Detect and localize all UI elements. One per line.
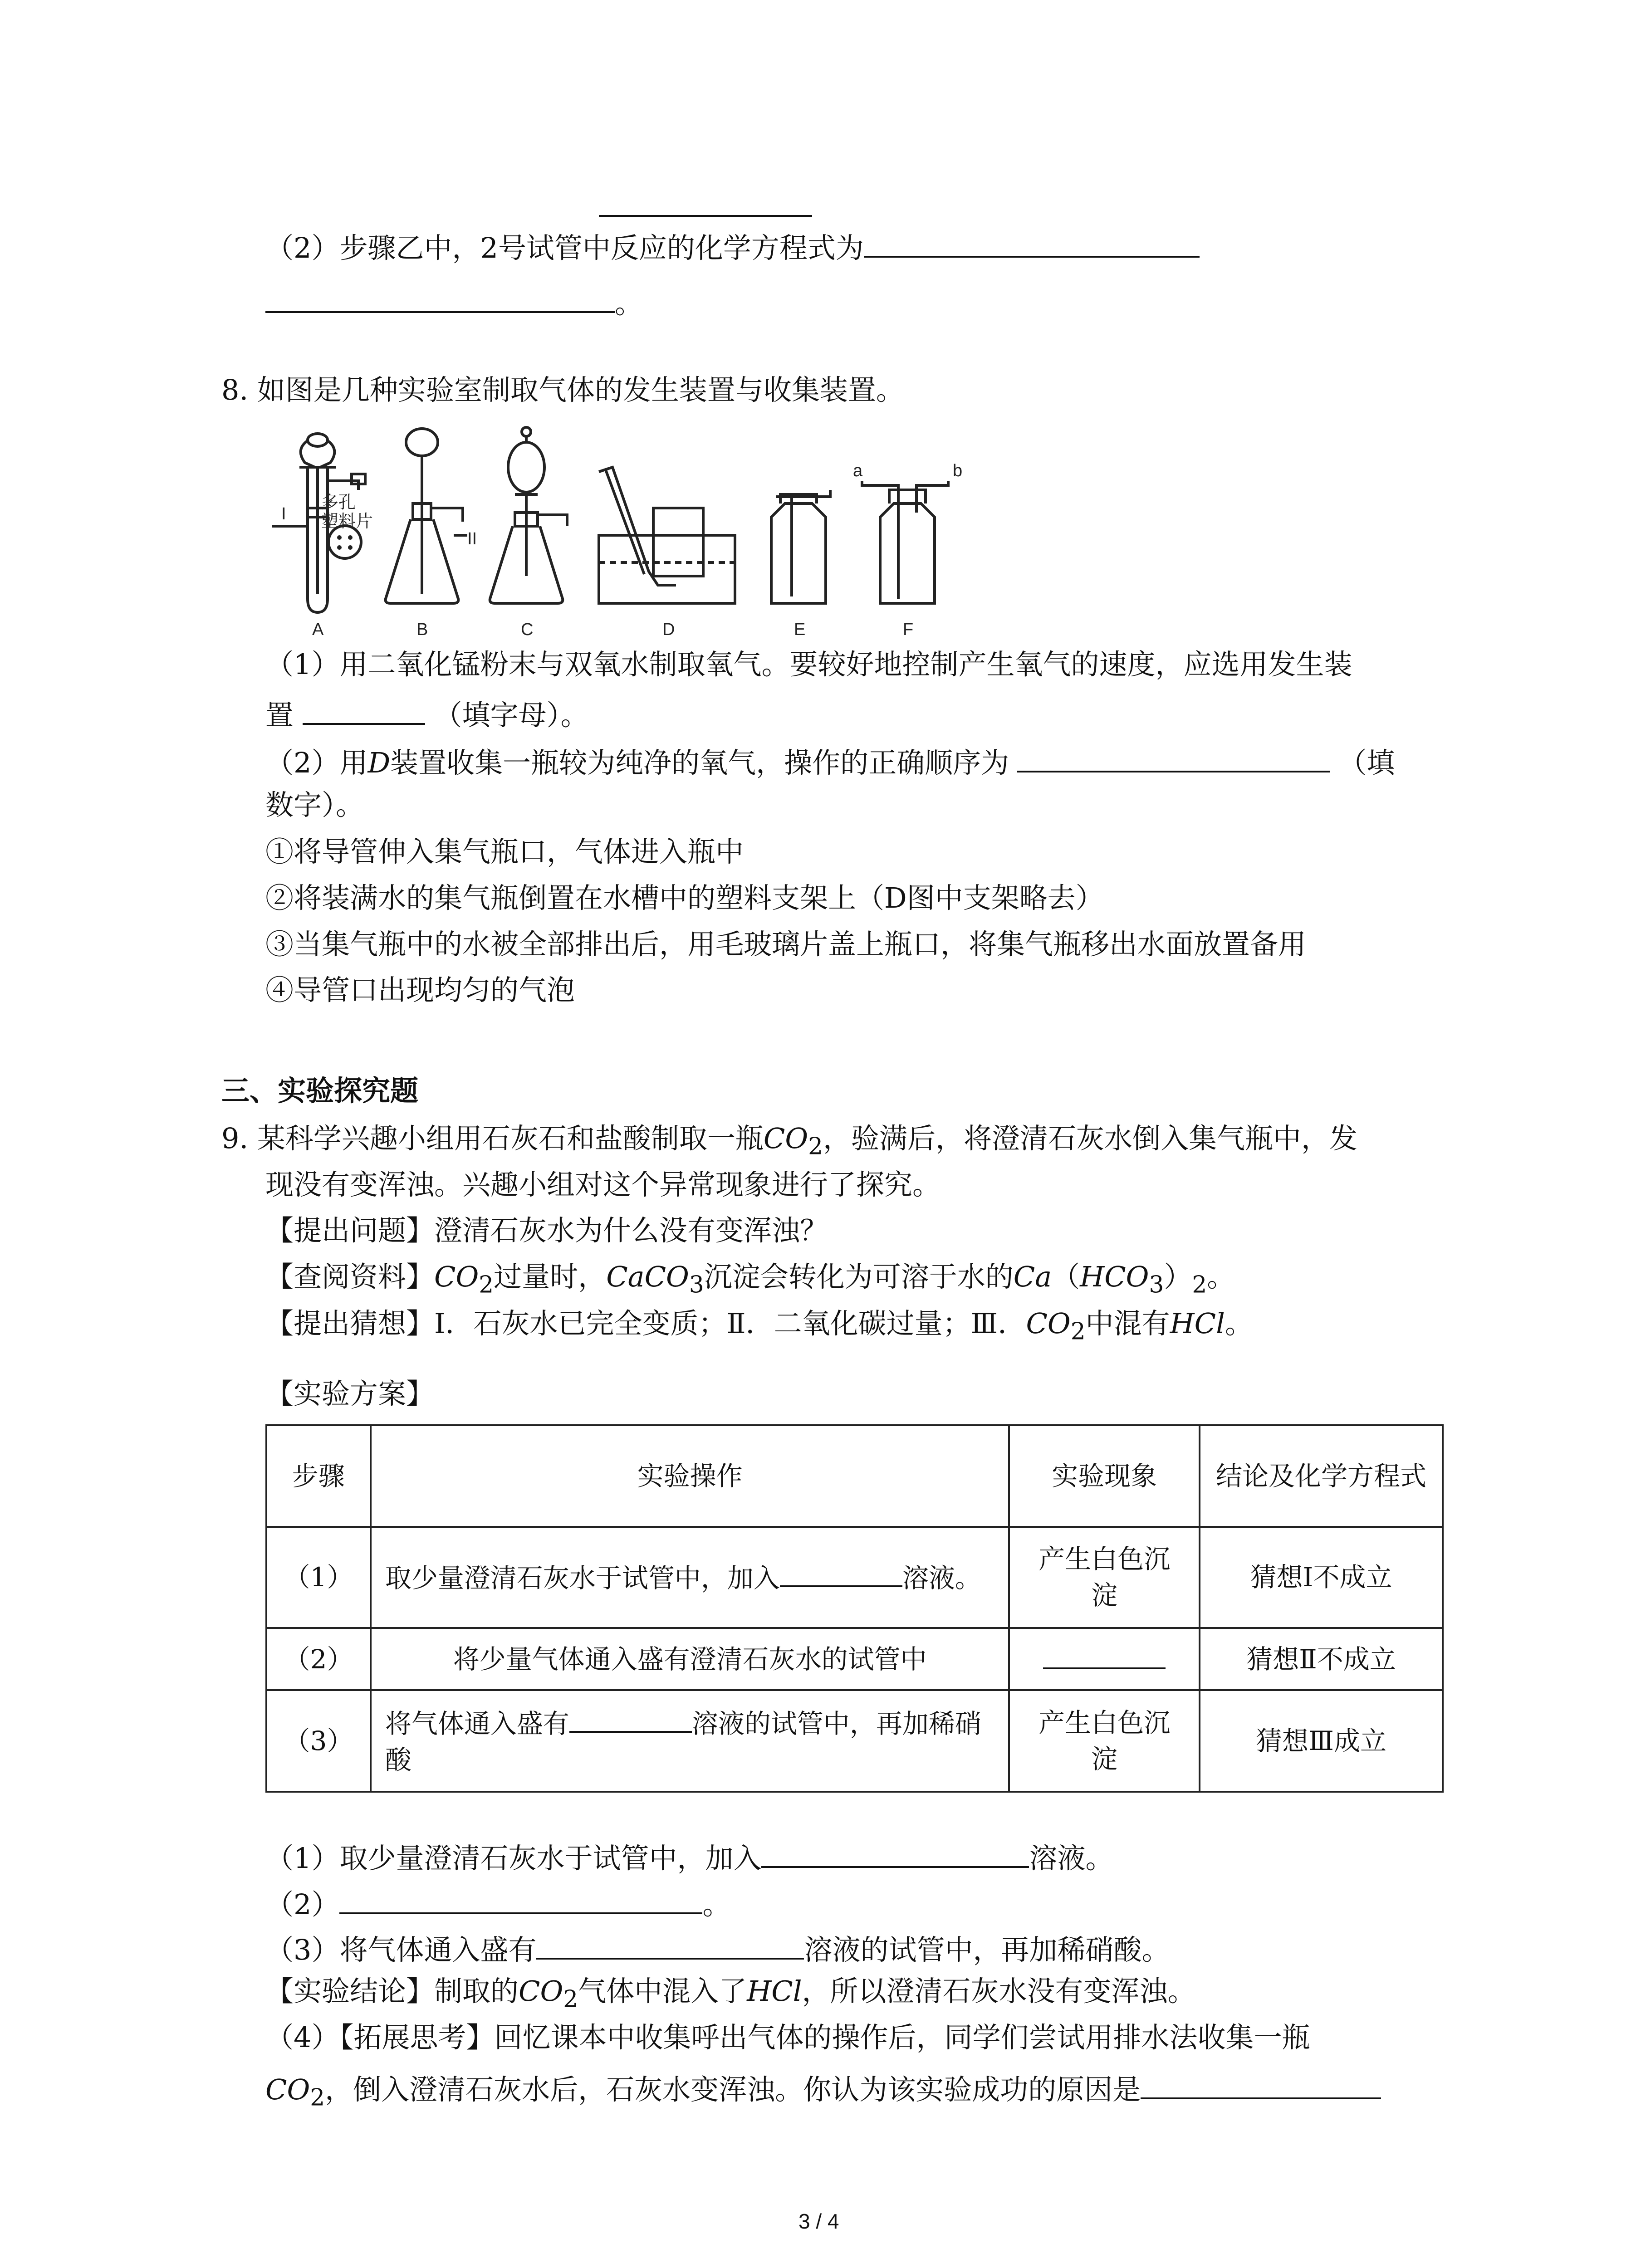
- label-ii: II: [467, 529, 477, 548]
- q9-info: 【查阅资料】$CO_2$过量时，CaCO$_3$沉淀会转化为可溶于水的$Ca(HCO_3)_2$。: [265, 1260, 1235, 1299]
- label-a-tube: a: [853, 461, 863, 480]
- q8-option-4: ④导管口出现均匀的气泡: [265, 973, 575, 1007]
- label-f-apparatus: F: [903, 620, 914, 639]
- answer-blank-q8-1[interactable]: [303, 693, 425, 725]
- answer-blank-top[interactable]: [599, 215, 812, 217]
- table-row: （3） 将气体通入盛有 溶液的试管中，再加稀硝酸 产生白色沉淀 猜想Ⅲ成立: [266, 1690, 1443, 1792]
- page-number: 3 / 4: [798, 2209, 839, 2233]
- label-e-apparatus: E: [794, 620, 806, 639]
- label-i: I: [281, 504, 286, 523]
- label-d-apparatus: D: [662, 620, 675, 639]
- plate-label-2: 塑料片: [321, 512, 373, 531]
- header-step: 步骤: [266, 1425, 371, 1527]
- q9-extension-line1: （4）【拓展思考】回忆课本中收集呼出气体的操作后，同学们尝试用排水法收集一瓶: [265, 2021, 1310, 2054]
- q9-answer-2: （2） 。: [265, 1882, 730, 1923]
- answer-blank-q7-2[interactable]: [265, 281, 615, 313]
- table-blank-1[interactable]: [780, 1558, 902, 1587]
- q9-guess: 【提出猜想】Ⅰ．石灰水已完全变质；Ⅱ．二氧化碳过量；Ⅲ．$CO_2$中混有HCl。: [265, 1307, 1253, 1345]
- label-a-apparatus: A: [312, 620, 324, 639]
- q9-conclusion: 【实验结论】制取的$CO_2$气体中混入了HCl，所以澄清石灰水没有变浑浊。: [265, 1975, 1196, 2013]
- table-blank-2[interactable]: [1043, 1640, 1166, 1669]
- q9-stem-line1: 9. 某科学兴趣小组用石灰石和盐酸制取一瓶$CO_2$，验满后，将澄清石灰水倒入集气瓶中，发: [221, 1122, 1358, 1160]
- experiment-table: [265, 1424, 1444, 1793]
- header-operation: 实验操作: [371, 1425, 1009, 1527]
- plate-label-1: 多孔: [321, 493, 356, 512]
- q8-stem: 8. 如图是几种实验室制取气体的发生装置与收集装置。: [221, 373, 904, 406]
- answer-blank-q9-1[interactable]: [761, 1836, 1029, 1868]
- answer-blank-q7-1[interactable]: [864, 226, 1200, 258]
- q8-q2-line2: 数字）。: [265, 788, 364, 821]
- apparatus-figure: [254, 422, 989, 640]
- table-row: （1） 取少量澄清石灰水于试管中，加入 溶液。 产生白色沉淀 猜想Ⅰ不成立: [266, 1527, 1443, 1628]
- q9-problem: 【提出问题】澄清石灰水为什么没有变浑浊？: [265, 1214, 828, 1247]
- q9-plan: 【实验方案】: [265, 1377, 435, 1410]
- answer-blank-q9-3[interactable]: [536, 1928, 804, 1960]
- q9-extension-line2: $CO_2$，倒入澄清石灰水后，石灰水变浑浊。你认为该实验成功的原因是: [265, 2068, 1381, 2116]
- apparatus-d: [599, 467, 735, 603]
- table-header-row: [266, 1425, 1443, 1527]
- label-c-apparatus: C: [521, 620, 534, 639]
- table-blank-3[interactable]: [569, 1704, 692, 1733]
- apparatus-b: [386, 429, 467, 603]
- q8-q2-line1: （2）用D装置收集一瓶较为纯净的氧气，操作的正确顺序为 （填: [265, 741, 1395, 781]
- apparatus-e: [771, 490, 830, 603]
- q8-option-1: ①将导管伸入集气瓶口，气体进入瓶中: [265, 835, 744, 868]
- q7-step2: （2）步骤乙中，2号试管中反应的化学方程式为: [265, 226, 1200, 266]
- apparatus-c: [490, 427, 567, 603]
- table-row: （2） 将少量气体通入盛有澄清石灰水的试管中 猜想Ⅱ不成立: [266, 1628, 1443, 1690]
- label-b-tube: b: [953, 461, 963, 480]
- apparatus-f: [862, 481, 948, 603]
- section-title: 三、实验探究题: [221, 1074, 419, 1107]
- q8-q1-line2: 置 （填字母）。: [265, 693, 588, 733]
- q9-answer-3: （3）将气体通入盛有 溶液的试管中，再加稀硝酸。: [265, 1928, 1170, 1968]
- answer-blank-q8-2[interactable]: [1017, 741, 1330, 772]
- q8-q1-line1: （1）用二氧化锰粉末与双氧水制取氧气。要较好地控制产生氧气的速度，应选用发生装: [265, 648, 1352, 681]
- label-b-apparatus: B: [416, 620, 428, 639]
- header-conclusion: 结论及化学方程式: [1200, 1425, 1443, 1527]
- q8-option-2: ②将装满水的集气瓶倒置在水槽中的塑料支架上（D图中支架略去）: [265, 881, 1104, 914]
- q7-step2-line2: 。: [265, 281, 643, 322]
- answer-blank-q9-4[interactable]: [1141, 2068, 1381, 2099]
- header-phenomenon: 实验现象: [1009, 1425, 1200, 1527]
- q9-answer-1: （1）取少量澄清石灰水于试管中，加入 溶液。: [265, 1836, 1113, 1877]
- q9-stem-line2: 现没有变浑浊。兴趣小组对这个异常现象进行了探究。: [265, 1168, 941, 1201]
- q8-option-3: ③当集气瓶中的水被全部排出后，用毛玻璃片盖上瓶口，将集气瓶移出水面放置备用: [265, 928, 1307, 961]
- answer-blank-q9-2[interactable]: [339, 1882, 702, 1914]
